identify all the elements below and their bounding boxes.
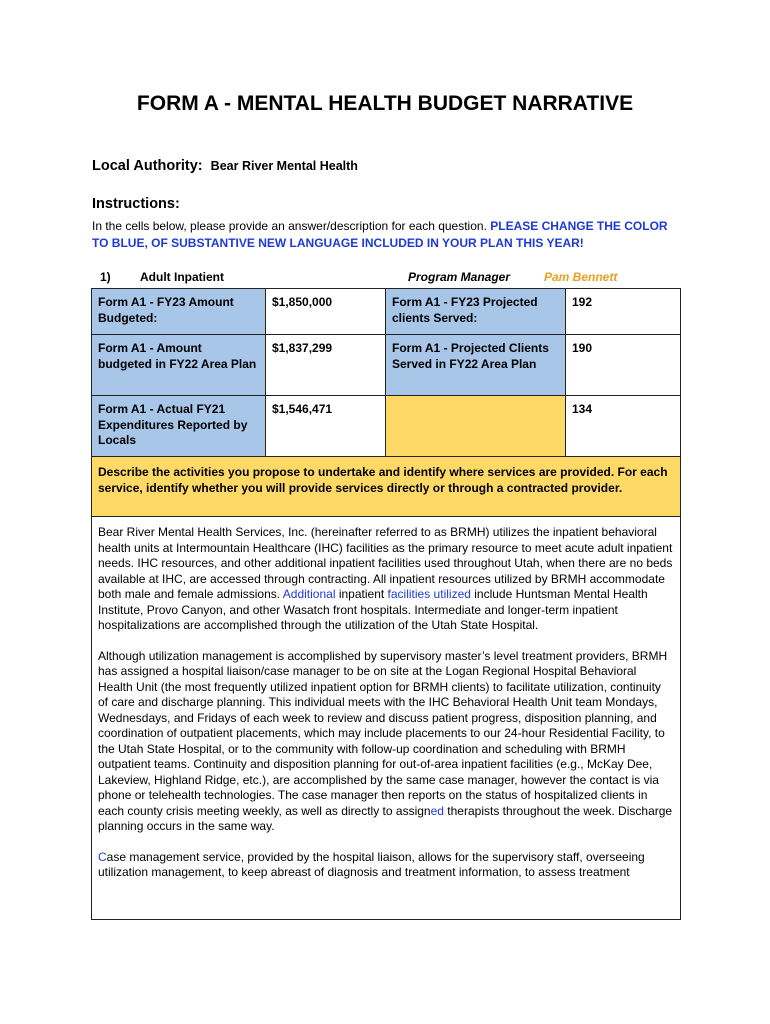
row-label: Form A1 - Projected Clients Served in FY22 Area Plan: [386, 335, 566, 396]
section-label: Adult Inpatient: [140, 270, 224, 284]
section-header: [92, 270, 672, 286]
row-value[interactable]: 190: [566, 335, 681, 396]
row-value[interactable]: $1,837,299: [266, 335, 386, 396]
text-run-blue: Additional: [282, 587, 336, 601]
text-run-blue: C: [98, 849, 107, 864]
instructions-highlight: PLEASE CHANGE THE COLOR TO BLUE, OF SUBSTANTIVE NEW LANGUAGE INCLUDED IN YOUR PLAN THIS YEAR!: [92, 219, 668, 250]
row-value[interactable]: 134: [566, 396, 681, 457]
section-number: 1): [100, 270, 111, 284]
instructions-body: In the cells below, please provide an answer/description for each question.: [92, 219, 487, 233]
instructions-heading: Instructions:: [92, 196, 180, 212]
text-run: therapists throughout the week. Discharge planning occurs in the same way.: [98, 803, 673, 833]
narrative-paragraph: [98, 525, 674, 634]
instructions-text: [92, 218, 672, 252]
budget-table: [91, 288, 681, 457]
narrative-paragraph: [98, 850, 674, 881]
program-manager-label: Program Manager: [408, 270, 511, 284]
row-label: Form A1 - Actual FY21 Expenditures Reported by Locals: [92, 396, 266, 457]
narrative-paragraph: [98, 649, 674, 835]
table-row: [92, 396, 681, 457]
text-run: inpatient: [335, 587, 388, 601]
row-label: [386, 396, 566, 457]
program-manager-name: Pam Bennett: [544, 270, 618, 284]
text-run: ase management service, provided by the hospital liaison, allows for the supervisory staff, overseeing utilization management, to keep abreast of diagnosis and treatment information, to assess treatment: [98, 849, 645, 879]
text-run: Although utilization management is accomplished by supervisory master’s level treatment providers, BRMH has assigned a hospital liaison/case manager to be on site at the Logan Regional Hospital Behavioral Health Unit (the most frequently utilized inpatient option for BRMH clients) to facilitate utilization, continuity of care and discharge planning. This individual meets with the IHC Behavioral Health Unit team Mondays, Wednesdays, and Fridays of each week to review and discuss patient progress, disposition planning, and coordination of outpatient placements, which may include placements to our 24-hour Residential Facility, to the Utah State Hospital, or to the community with follow-up coordination and scheduling with BRMH outpatient teams. Continuity and disposition planning for out-of-area inpatient facilities (e.g., McKay Dee, Lakeview, Highland Ridge, etc.), are accomplished by the same case manager, however the contact is via phone or telehealth technologies. The case manager then reports on the status of hospitalized clients in each county crisis meeting weekly, as well as directly to assign: [98, 648, 668, 818]
local-authority-value: Bear River Mental Health: [210, 159, 358, 173]
row-label: Form A1 - FY23 Amount Budgeted:: [92, 289, 266, 335]
table-row: [92, 335, 681, 396]
local-authority-label: Local Authority:: [92, 158, 203, 174]
text-run: include Huntsman Mental Health Institute, Provo Canyon, and other Wasatch front hospitals. Intermediate and longer-term inpatient hospitalizations are accomplished through the utilization of the Utah State Hospital.: [98, 587, 648, 632]
row-value[interactable]: $1,546,471: [266, 396, 386, 457]
local-authority: [92, 158, 358, 174]
row-label: Form A1 - FY23 Projected clients Served:: [386, 289, 566, 335]
describe-prompt: Describe the activities you propose to undertake and identify where services are provided. For each service, identify whether you will provide services directly or through a contracted provider.: [91, 456, 681, 517]
narrative-field[interactable]: [91, 516, 681, 920]
text-run-blue: ed: [430, 803, 444, 818]
row-label: Form A1 - Amount budgeted in FY22 Area Plan: [92, 335, 266, 396]
text-run: Bear River Mental Health Services, Inc. (hereinafter referred to as BRMH) utilizes the inpatient behavioral health units at Intermountain Healthcare (IHC) facilities as the primary resource to meet acute adult inpatient needs. IHC resources, and other additional inpatient facilities used throughout Utah, when there are no beds available at IHC, are accessed through contracting. All inpatient resources utilized by BRMH accommodate both male and female admissions.: [98, 525, 673, 601]
page-title: FORM A - MENTAL HEALTH BUDGET NARRATIVE: [136, 92, 634, 115]
row-value[interactable]: $1,850,000: [266, 289, 386, 335]
table-row: [92, 289, 681, 335]
text-run-blue: facilities utilized: [387, 587, 471, 601]
row-value[interactable]: 192: [566, 289, 681, 335]
